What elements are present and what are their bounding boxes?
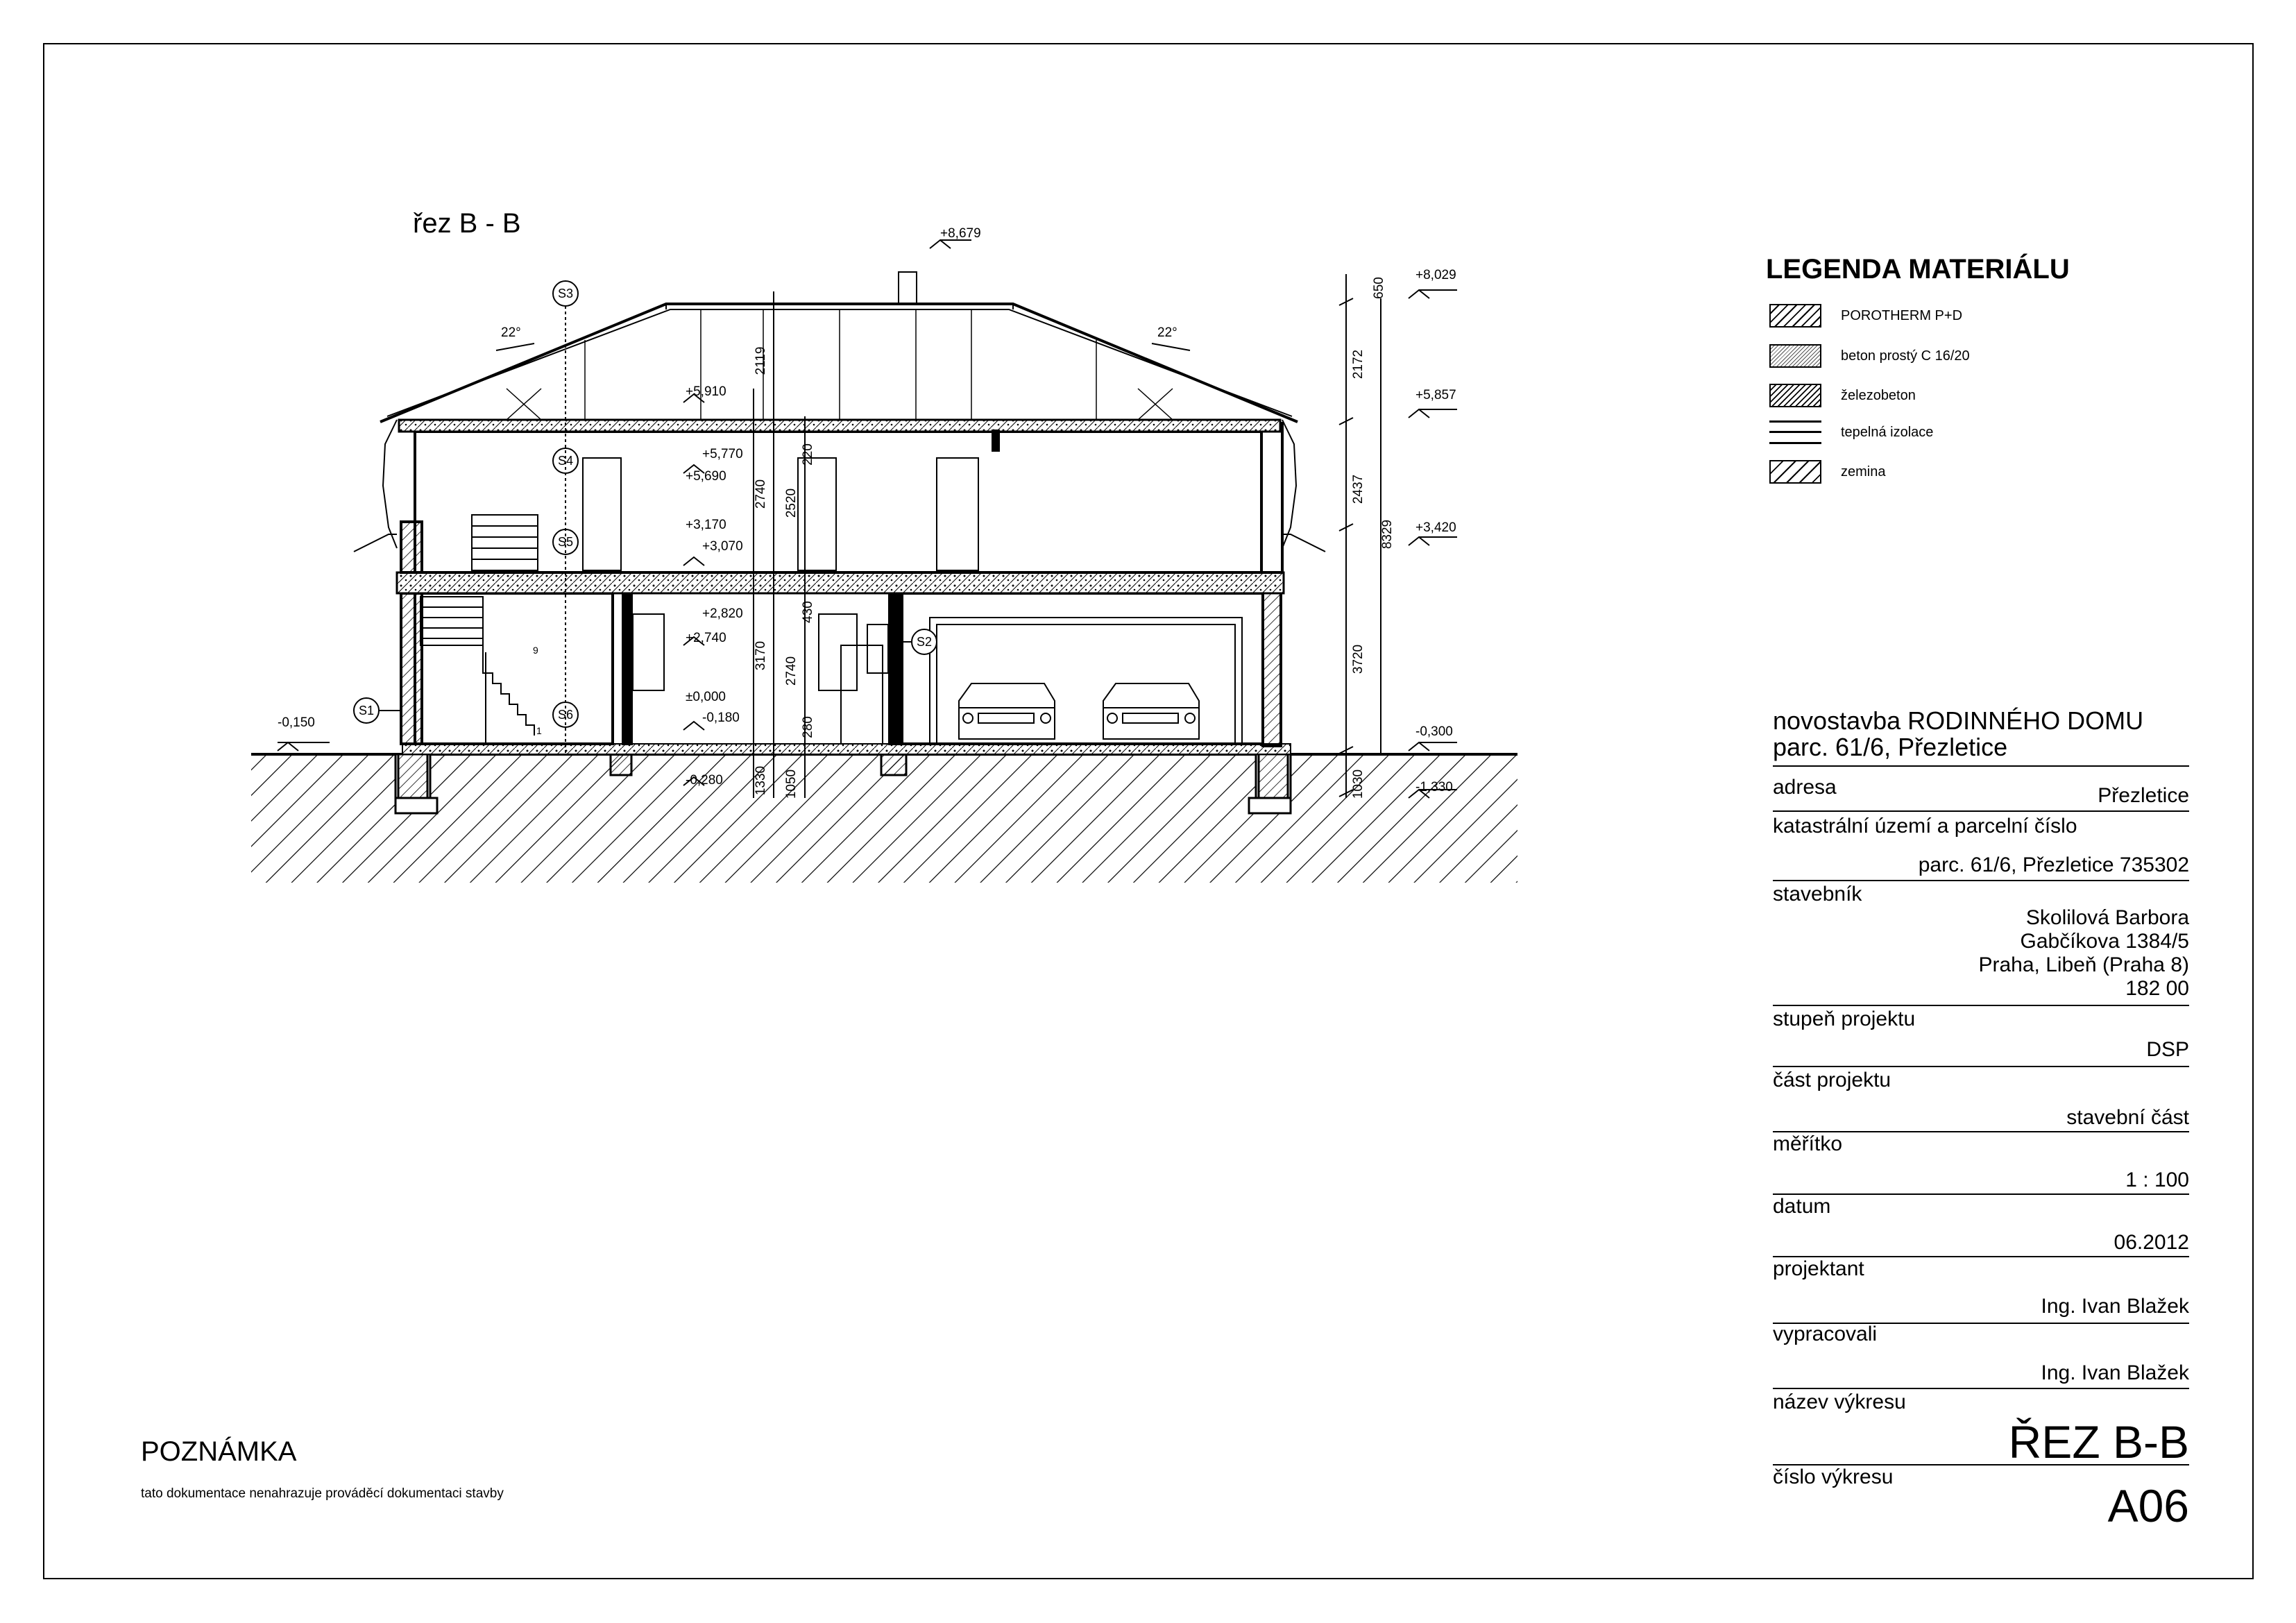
adresa-label: adresa <box>1773 776 1837 799</box>
dim-2740-lower: 2740 <box>784 656 799 686</box>
level-5910: +5,910 <box>686 384 726 399</box>
title-block-divider <box>1773 1193 2189 1195</box>
dim-2740-upper: 2740 <box>754 479 768 509</box>
legend-label: beton prostý C 16/20 <box>1841 348 1970 364</box>
title-block-divider <box>1773 765 2189 767</box>
level-minus-0280: -0,280 <box>686 773 723 788</box>
project-title-line2: parc. 61/6, Přezletice <box>1773 733 2008 761</box>
level-minus-0180: -0,180 <box>702 711 740 725</box>
legend-label: železobeton <box>1841 388 1916 403</box>
legend-label: tepelná izolace <box>1841 425 1934 440</box>
title-block-divider <box>1773 880 2189 881</box>
stair-step-top: 9 <box>533 645 538 656</box>
project-title <box>1773 708 2143 760</box>
car-left <box>959 683 1055 739</box>
drawing-name: ŘEZ B-B <box>2008 1416 2189 1468</box>
marker-s1: S1 <box>358 703 375 717</box>
marker-s4: S4 <box>557 453 574 468</box>
level-5770: +5,770 <box>702 447 743 461</box>
datum-value: 06.2012 <box>2114 1231 2189 1254</box>
dim-2172: 2172 <box>1351 349 1366 380</box>
level-minus-0300: -0,300 <box>1415 724 1453 739</box>
dim-430: 430 <box>801 601 815 623</box>
dim-1050: 1050 <box>784 769 799 799</box>
dim-3170: 3170 <box>754 640 768 671</box>
legend-swatch-zelezobeton <box>1769 384 1821 407</box>
level-2740: +2,740 <box>686 631 726 645</box>
stupen-label: stupeň projektu <box>1773 1008 1916 1030</box>
note-text: tato dokumentace nenahrazuje prováděcí dokumentaci stavby <box>141 1486 504 1501</box>
stupen-value: DSP <box>2146 1038 2189 1061</box>
level-0000: ±0,000 <box>686 690 726 704</box>
dim-280: 280 <box>801 716 815 738</box>
stavebnik-value <box>1978 906 2189 1001</box>
title-block-divider <box>1773 1388 2189 1389</box>
stavebnik-label: stavebník <box>1773 883 1862 906</box>
legend-swatch-zemina <box>1769 460 1821 484</box>
stavebnik-name: Skolilová Barbora <box>2025 906 2189 929</box>
title-block-divider <box>1773 1005 2189 1006</box>
level-minus-0150: -0,150 <box>278 715 315 730</box>
stavebnik-city: Praha, Libeň (Praha 8) <box>1978 953 2189 976</box>
section-marker-labels <box>359 287 932 722</box>
title-block-divider <box>1773 1066 2189 1067</box>
cast-value: stavební část <box>2066 1106 2189 1129</box>
projektant-label: projektant <box>1773 1257 1864 1280</box>
drawing-number: A06 <box>2107 1480 2189 1531</box>
adresa-value: Přezletice <box>2098 784 2189 807</box>
marker-s3: S3 <box>557 286 574 300</box>
dim-650: 650 <box>1372 277 1386 299</box>
upper-floor-details <box>354 420 1325 570</box>
title-block-divider <box>1773 810 2189 812</box>
legend-title: LEGENDA MATERIÁLU <box>1766 254 2070 284</box>
section-markers <box>354 281 937 754</box>
level-minus-1330: -1,330 <box>1415 780 1453 794</box>
vypracovali-label: vypracovali <box>1773 1323 1878 1345</box>
first-floor-slab <box>397 572 1284 593</box>
stavebnik-zip: 182 00 <box>2125 977 2189 1000</box>
level-5690: +5,690 <box>686 469 726 484</box>
meritko-value: 1 : 100 <box>2125 1169 2189 1191</box>
marker-s5: S5 <box>557 534 574 549</box>
level-2820: +2,820 <box>702 606 743 621</box>
upper-floor-walls <box>399 420 1282 572</box>
datum-label: datum <box>1773 1195 1831 1218</box>
dim-8329: 8329 <box>1380 519 1395 550</box>
project-title-line1: novostavba RODINNÉHO DOMU <box>1773 706 2144 735</box>
level-3070: +3,070 <box>702 539 743 554</box>
level-3170: +3,170 <box>686 518 726 532</box>
cislo-label: číslo výkresu <box>1773 1465 1894 1488</box>
dim-220: 220 <box>801 443 815 466</box>
stair-step-bottom: 1 <box>536 725 542 736</box>
section-title: řez B - B <box>413 208 521 239</box>
marker-s2: S2 <box>916 634 933 649</box>
dim-3720: 3720 <box>1351 644 1366 674</box>
nazev-label: název výkresu <box>1773 1391 1906 1413</box>
dim-2119: 2119 <box>754 346 768 375</box>
ground-floor-details <box>420 597 1242 744</box>
dim-1330: 1330 <box>754 765 768 796</box>
legend-label: zemina <box>1841 464 1886 479</box>
dim-2520: 2520 <box>784 488 799 518</box>
stavebnik-street: Gabčíkova 1384/5 <box>2020 930 2189 953</box>
marker-s6: S6 <box>557 707 574 722</box>
katastr-label: katastrální území a parcelní číslo <box>1773 815 2077 838</box>
level-5857: +5,857 <box>1415 388 1456 402</box>
legend-swatch-beton <box>1769 344 1821 368</box>
legend-label: POROTHERM P+D <box>1841 308 1963 323</box>
level-8029: +8,029 <box>1415 268 1456 282</box>
cast-label: část projektu <box>1773 1069 1891 1091</box>
legend-swatch-izolace <box>1769 420 1821 444</box>
note-title: POZNÁMKA <box>141 1436 297 1467</box>
projektant-value: Ing. Ivan Blažek <box>2041 1295 2189 1318</box>
vypracovali-value: Ing. Ivan Blažek <box>2041 1361 2189 1384</box>
level-3420: +3,420 <box>1415 520 1456 535</box>
katastr-value: parc. 61/6, Přezletice 735302 <box>1918 853 2189 876</box>
dim-1030: 1030 <box>1351 769 1366 799</box>
level-8679: +8,679 <box>940 226 981 241</box>
ground-floor-slab <box>402 744 1291 754</box>
roof-angle-right: 22° <box>1157 325 1177 340</box>
roof-angle-left: 22° <box>501 325 521 340</box>
dim-2437: 2437 <box>1351 474 1366 504</box>
car-right <box>1103 683 1199 739</box>
meritko-label: měřítko <box>1773 1132 1843 1155</box>
legend-swatch-porotherm <box>1769 304 1821 328</box>
